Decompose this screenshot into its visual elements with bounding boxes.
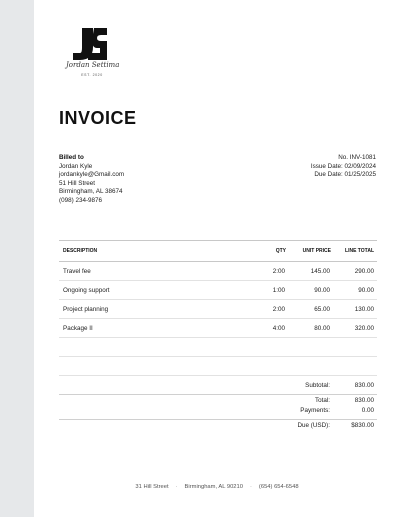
line-items-table bbox=[59, 240, 377, 395]
footer-street: 31 Hill Street bbox=[135, 484, 169, 490]
item-description: Package II bbox=[63, 324, 93, 332]
total-value: 830.00 bbox=[354, 397, 374, 404]
total-label: Total: bbox=[314, 397, 330, 404]
amount-due-row bbox=[59, 422, 377, 432]
monogram-logo-mark bbox=[70, 27, 108, 61]
client-street: 51 Hill Street bbox=[59, 179, 96, 187]
invoice-number: No. INV-1081 bbox=[338, 154, 376, 161]
item-qty: 4:00 bbox=[272, 324, 285, 332]
item-unit-price: 80.00 bbox=[314, 324, 330, 332]
billed-to-heading: Billed to bbox=[59, 154, 84, 161]
item-description: Project planning bbox=[63, 305, 109, 313]
totals-divider bbox=[59, 419, 377, 420]
item-line-total: 90.00 bbox=[358, 286, 374, 294]
brand-established: EST. 2020 bbox=[81, 73, 103, 77]
item-unit-price: 90.00 bbox=[314, 286, 330, 294]
table-row bbox=[59, 281, 377, 300]
table-row bbox=[59, 300, 377, 319]
footer-phone: (654) 654-6548 bbox=[258, 484, 299, 490]
issue-date: Issue Date: 02/09/2024 bbox=[310, 162, 376, 170]
item-line-total: 320.00 bbox=[354, 324, 374, 332]
footer-city: Birmingham, AL 90210 bbox=[184, 484, 243, 490]
item-unit-price: 65.00 bbox=[314, 305, 330, 313]
payments-row bbox=[59, 407, 377, 417]
empty-table-row bbox=[59, 357, 377, 376]
table-row bbox=[59, 319, 377, 338]
client-phone: (098) 234-9876 bbox=[59, 196, 103, 204]
brand-script-name: Jordan Settima bbox=[66, 61, 120, 69]
item-description: Ongoing support bbox=[63, 286, 110, 294]
item-description: Travel fee bbox=[63, 267, 91, 275]
item-line-total: 290.00 bbox=[354, 267, 374, 275]
table-header bbox=[59, 240, 377, 262]
item-line-total: 130.00 bbox=[354, 305, 374, 313]
item-unit-price: 145.00 bbox=[310, 267, 330, 275]
table-row bbox=[59, 262, 377, 281]
header-unit-price: UNIT PRICE bbox=[302, 248, 331, 254]
subtotal-label: Subtotal: bbox=[305, 382, 330, 389]
invoice-page bbox=[34, 0, 400, 517]
total-row bbox=[59, 397, 377, 407]
brand-logo bbox=[66, 27, 118, 89]
totals-block bbox=[59, 382, 377, 432]
invoice-title: INVOICE bbox=[59, 108, 137, 128]
item-qty: 2:00 bbox=[272, 305, 285, 313]
payments-value: 0.00 bbox=[361, 407, 374, 414]
client-name: Jordan Kyle bbox=[59, 162, 93, 170]
invoice-meta bbox=[311, 154, 376, 180]
footer-separator: · bbox=[249, 484, 252, 490]
footer-separator: · bbox=[175, 484, 178, 490]
client-city: Birmingham, AL 38674 bbox=[59, 188, 123, 196]
item-qty: 2:00 bbox=[272, 267, 285, 275]
item-qty: 1:00 bbox=[272, 286, 285, 294]
header-qty: QTY bbox=[275, 248, 286, 254]
amount-due-label: Due (USD): bbox=[297, 422, 330, 429]
subtotal-row bbox=[59, 382, 377, 392]
payments-label: Payments: bbox=[300, 407, 330, 414]
client-email: jordankyle@Gmail.com bbox=[59, 171, 125, 179]
subtotal-value: 830.00 bbox=[354, 382, 374, 389]
due-date: Due Date: 01/25/2025 bbox=[314, 171, 376, 179]
empty-table-row bbox=[59, 338, 377, 357]
billed-to-block bbox=[59, 154, 124, 206]
header-description: DESCRIPTION bbox=[63, 248, 98, 254]
page-footer bbox=[34, 484, 400, 490]
totals-divider bbox=[59, 394, 377, 395]
header-line-total: LINE TOTAL bbox=[345, 248, 374, 254]
amount-due-value: $830.00 bbox=[351, 422, 374, 429]
